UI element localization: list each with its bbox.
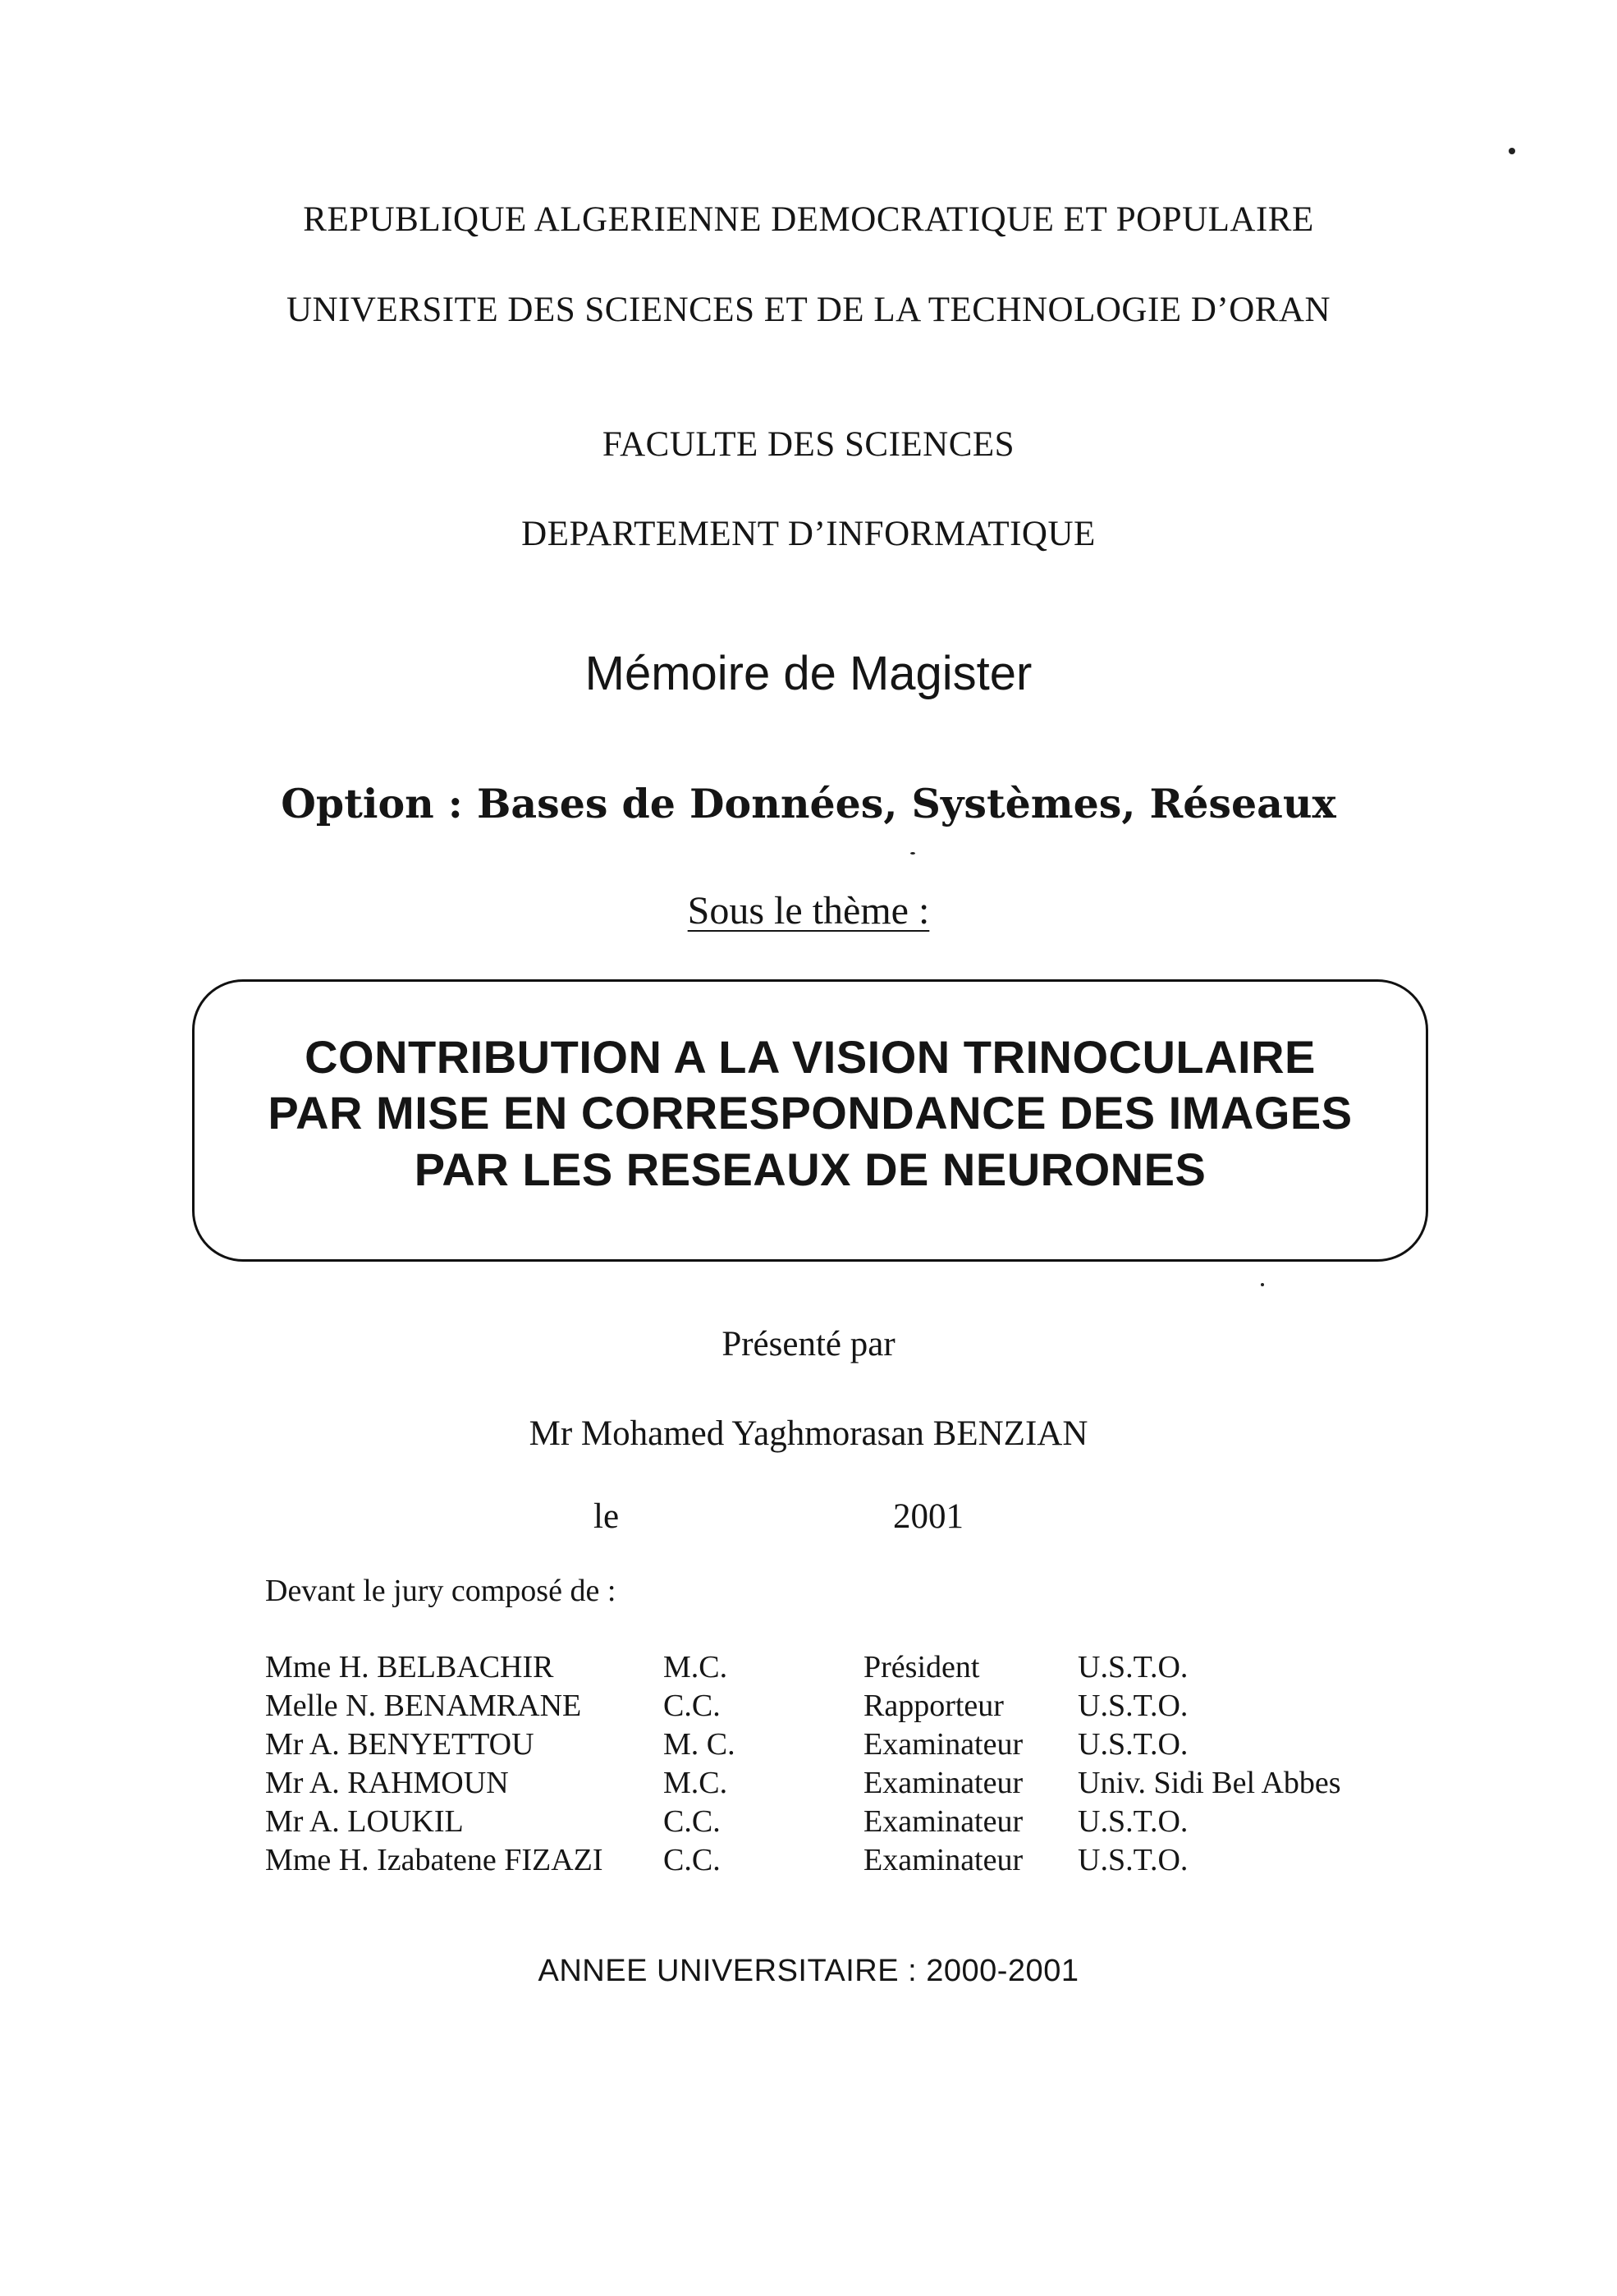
jury-row bbox=[0, 1649, 1617, 1689]
jury-role: Examinateur bbox=[863, 1843, 1024, 1877]
jury-name: Mme H. Izabatene FIZAZI bbox=[265, 1843, 603, 1877]
theme-label bbox=[0, 888, 1617, 933]
university-heading: UNIVERSITE DES SCIENCES ET DE LA TECHNOLOGIE D’ORAN bbox=[286, 291, 1331, 329]
jury-row bbox=[0, 1803, 1617, 1843]
jury-institution: Univ. Sidi Bel Abbes bbox=[1078, 1766, 1341, 1800]
jury-name: Mme H. BELBACHIR bbox=[265, 1650, 554, 1684]
jury-name: Mr A. BENYETTOU bbox=[265, 1727, 534, 1762]
jury-name: Mr A. RAHMOUN bbox=[265, 1766, 509, 1800]
author-name: Mr Mohamed Yaghmorasan BENZIAN bbox=[529, 1414, 1088, 1453]
jury-intro: Devant le jury composé de : bbox=[265, 1574, 616, 1608]
jury-row bbox=[0, 1688, 1617, 1727]
year: 2001 bbox=[893, 1497, 964, 1536]
jury-grade: C.C. bbox=[663, 1804, 721, 1839]
jury-role: Examinateur bbox=[863, 1804, 1024, 1839]
jury-row bbox=[0, 1765, 1617, 1804]
presented-by: Présenté par bbox=[721, 1325, 896, 1363]
jury-name: Mr A. LOUKIL bbox=[265, 1804, 464, 1839]
jury-grade: C.C. bbox=[663, 1843, 721, 1877]
theme-label-text: Sous le thème : bbox=[687, 889, 930, 933]
scan-speck bbox=[1261, 1283, 1264, 1286]
scan-speck bbox=[1509, 148, 1515, 154]
jury-role: Président bbox=[863, 1650, 980, 1684]
title-line-1: CONTRIBUTION A LA VISION TRINOCULAIRE bbox=[305, 1031, 1316, 1083]
republic-heading: REPUBLIQUE ALGERIENNE DEMOCRATIQUE ET POPULAIRE bbox=[303, 200, 1314, 239]
jury-row bbox=[0, 1842, 1617, 1881]
faculty-heading: FACULTE DES SCIENCES bbox=[602, 425, 1015, 464]
jury-grade: C.C. bbox=[663, 1689, 721, 1723]
jury-role: Examinateur bbox=[863, 1766, 1024, 1800]
jury-institution: U.S.T.O. bbox=[1078, 1804, 1189, 1839]
date-prefix: le bbox=[593, 1497, 620, 1536]
jury-row bbox=[0, 1726, 1617, 1766]
jury-institution: U.S.T.O. bbox=[1078, 1650, 1189, 1684]
jury-institution: U.S.T.O. bbox=[1078, 1843, 1189, 1877]
scan-speck bbox=[910, 852, 915, 855]
thesis-option: Option : Bases de Données, Systèmes, Réseaux bbox=[281, 780, 1336, 827]
thesis-type: Mémoire de Magister bbox=[584, 647, 1033, 700]
academic-year: ANNEE UNIVERSITAIRE : 2000-2001 bbox=[538, 1954, 1079, 1988]
jury-grade: M. C. bbox=[663, 1727, 735, 1762]
title-line-2: PAR MISE EN CORRESPONDANCE DES IMAGES bbox=[268, 1087, 1353, 1139]
jury-role: Examinateur bbox=[863, 1727, 1024, 1762]
title-line-3: PAR LES RESEAUX DE NEURONES bbox=[414, 1143, 1207, 1195]
jury-institution: U.S.T.O. bbox=[1078, 1727, 1189, 1762]
jury-role: Rapporteur bbox=[863, 1689, 1004, 1723]
jury-grade: M.C. bbox=[663, 1650, 728, 1684]
jury-institution: U.S.T.O. bbox=[1078, 1689, 1189, 1723]
jury-name: Melle N. BENAMRANE bbox=[265, 1689, 582, 1723]
jury-grade: M.C. bbox=[663, 1766, 728, 1800]
department-heading: DEPARTEMENT D’INFORMATIQUE bbox=[521, 515, 1096, 553]
